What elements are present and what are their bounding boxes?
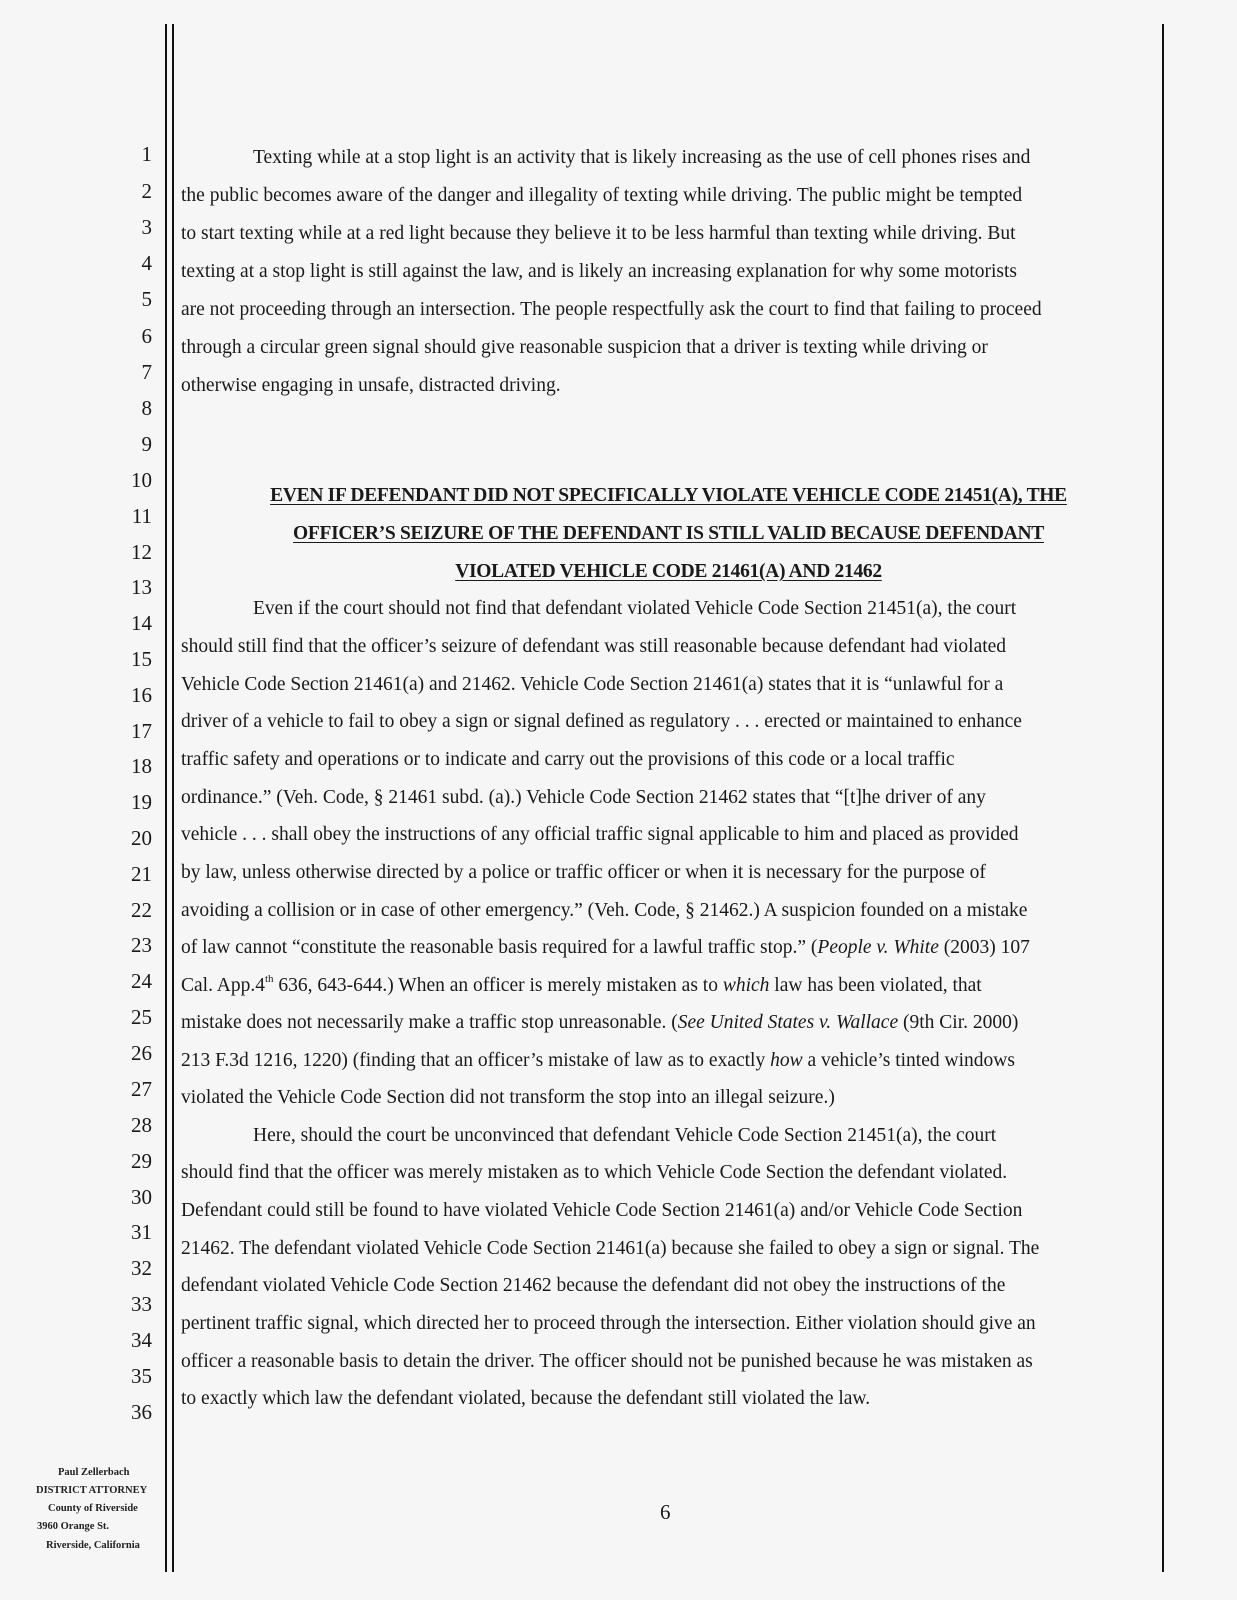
line-number: 34 xyxy=(131,1328,152,1352)
line-number: 3 xyxy=(141,215,152,239)
city: Riverside, California xyxy=(46,1540,140,1551)
line-number: 11 xyxy=(131,504,152,528)
text-line: should still find that the officer’s seizure of defendant was still reasonable because defendant had violated xyxy=(181,636,1007,657)
heading-line: VIOLATED VEHICLE CODE 21461(A) AND 21462 xyxy=(455,561,882,582)
text-run: law has been violated, that xyxy=(769,975,982,996)
line-number: 6 xyxy=(141,324,152,348)
line-number: 13 xyxy=(131,575,152,599)
line-number: 19 xyxy=(131,790,152,814)
line-number: 9 xyxy=(141,432,152,456)
line-number: 35 xyxy=(131,1364,152,1388)
text-line: Here, should the court be unconvinced that defendant Vehicle Code Section 21451(a), the court xyxy=(253,1125,997,1146)
text-run: (9th Cir. 2000) xyxy=(898,1012,1019,1033)
text-line: otherwise engaging in unsafe, distracted driving. xyxy=(181,375,561,396)
left-margin-rule-inner xyxy=(172,24,174,1572)
text-line: Vehicle Code Section 21461(a) and 21462. Vehicle Code Section 21461(a) states that it is “unlawful for a xyxy=(181,674,1004,695)
line-number: 5 xyxy=(141,287,152,311)
text-line: through a circular green signal should give reasonable suspicion that a driver is texting while driving or xyxy=(181,337,988,358)
line-number: 33 xyxy=(131,1292,152,1316)
line-number: 31 xyxy=(131,1220,152,1244)
line-number: 1 xyxy=(141,142,152,166)
text-line xyxy=(181,974,982,998)
text-line: violated the Vehicle Code Section did not transform the stop into an illegal seizure.) xyxy=(181,1087,835,1108)
case-citation: People v. White xyxy=(817,937,939,958)
heading-line: OFFICER’S SEIZURE OF THE DEFENDANT IS STILL VALID BECAUSE DEFENDANT xyxy=(293,523,1044,544)
line-number: 26 xyxy=(131,1041,152,1065)
line-number: 27 xyxy=(131,1077,152,1101)
line-number: 16 xyxy=(131,683,152,707)
line-number: 18 xyxy=(131,754,152,778)
line-number: 24 xyxy=(131,969,152,993)
line-number: 10 xyxy=(131,468,152,492)
text-run: 636, 643-644.) When an officer is merely mistaken as to xyxy=(273,975,723,996)
text-run: a vehicle’s tinted windows xyxy=(802,1050,1015,1071)
text-line: Texting while at a stop light is an activity that is likely increasing as the use of cell phones rises and xyxy=(253,147,1031,168)
text-line: by law, unless otherwise directed by a police or traffic officer or when it is necessary for the purpose of xyxy=(181,862,986,883)
line-number: 30 xyxy=(131,1185,152,1209)
line-number: 4 xyxy=(141,251,152,275)
right-margin-rule xyxy=(1162,24,1164,1572)
text-run: (2003) 107 xyxy=(938,937,1030,958)
text-line: to start texting while at a red light because they believe it to be less harmful than texting while driving. But xyxy=(181,223,1016,244)
text-line: 21462. The defendant violated Vehicle Code Section 21461(a) because she failed to obey a sign or signal. The xyxy=(181,1238,1040,1259)
text-line: Defendant could still be found to have violated Vehicle Code Section 21461(a) and/or Vehicle Code Section xyxy=(181,1200,1023,1221)
text-line: Even if the court should not find that defendant violated Vehicle Code Section 21451(a), the court xyxy=(253,598,1017,619)
text-line: pertinent traffic signal, which directed her to proceed through the intersection. Either violation should give an xyxy=(181,1313,1036,1334)
line-number: 20 xyxy=(131,826,152,850)
line-number: 28 xyxy=(131,1113,152,1137)
line-number: 21 xyxy=(131,862,152,886)
text-line: avoiding a collision or in case of other emergency.” (Veh. Code, § 21462.) A suspicion founded on a mistake xyxy=(181,900,1028,921)
text-run: Cal. App.4 xyxy=(181,975,265,996)
line-number: 25 xyxy=(131,1005,152,1029)
line-number: 32 xyxy=(131,1256,152,1280)
text-run: mistake does not necessarily make a traffic stop unreasonable. ( xyxy=(181,1012,678,1033)
text-line: ordinance.” (Veh. Code, § 21461 subd. (a).) Vehicle Code Section 21462 states that “[t]he driver of any xyxy=(181,787,986,808)
line-number: 23 xyxy=(131,933,152,957)
line-number: 17 xyxy=(131,719,152,743)
left-margin-rule-outer xyxy=(165,24,167,1572)
text-line: to exactly which law the defendant violated, because the defendant still violated the law. xyxy=(181,1388,871,1409)
page-number: 6 xyxy=(660,1500,671,1524)
superscript: th xyxy=(264,973,274,985)
text-line: should find that the officer was merely mistaken as to which Vehicle Code Section the defendant violated. xyxy=(181,1162,1008,1183)
case-citation: See United States v. Wallace xyxy=(677,1012,899,1033)
text-line: defendant violated Vehicle Code Section 21462 because the defendant did not obey the instructions of the xyxy=(181,1275,1006,1296)
attorney-name: Paul Zellerbach xyxy=(58,1467,130,1478)
line-number: 36 xyxy=(131,1400,152,1424)
line-number: 7 xyxy=(141,360,152,384)
text-line xyxy=(181,1011,1018,1035)
line-number: 29 xyxy=(131,1149,152,1173)
text-line xyxy=(181,1049,1015,1073)
line-number: 8 xyxy=(141,396,152,420)
text-line: vehicle . . . shall obey the instructions of any official traffic signal applicable to him and placed as provided xyxy=(181,824,1019,845)
text-line: traffic safety and operations or to indicate and carry out the provisions of this code or a local traffic xyxy=(181,749,955,770)
line-number: 14 xyxy=(131,611,152,635)
attorney-title: DISTRICT ATTORNEY xyxy=(36,1485,148,1496)
text-run: 213 F.3d 1216, 1220) (finding that an officer’s mistake of law as to exactly xyxy=(181,1050,771,1071)
text-line: driver of a vehicle to fail to obey a sign or signal defined as regulatory . . . erected or maintained to enhance xyxy=(181,711,1022,732)
text-line: texting at a stop light is still against the law, and is likely an increasing explanation for why some motorists xyxy=(181,261,1018,282)
county: County of Riverside xyxy=(48,1503,138,1514)
text-line xyxy=(181,936,1030,960)
emphasis: how xyxy=(770,1050,803,1071)
line-number: 15 xyxy=(131,647,152,671)
heading-line: EVEN IF DEFENDANT DID NOT SPECIFICALLY VIOLATE VEHICLE CODE 21451(A), THE xyxy=(270,485,1067,506)
emphasis: which xyxy=(722,975,770,996)
text-line: officer a reasonable basis to detain the driver. The officer should not be punished because he was mistaken as xyxy=(181,1351,1033,1372)
line-number: 2 xyxy=(141,179,152,203)
line-number: 22 xyxy=(131,898,152,922)
text-line: are not proceeding through an intersection. The people respectfully ask the court to find that failing to proceed xyxy=(181,299,1042,320)
street-address: 3960 Orange St. xyxy=(37,1521,110,1532)
text-run: of law cannot “constitute the reasonable basis required for a lawful traffic stop.” ( xyxy=(181,937,818,958)
line-number: 12 xyxy=(131,540,152,564)
text-line: the public becomes aware of the danger and illegality of texting while driving. The public might be tempted xyxy=(181,185,1023,206)
